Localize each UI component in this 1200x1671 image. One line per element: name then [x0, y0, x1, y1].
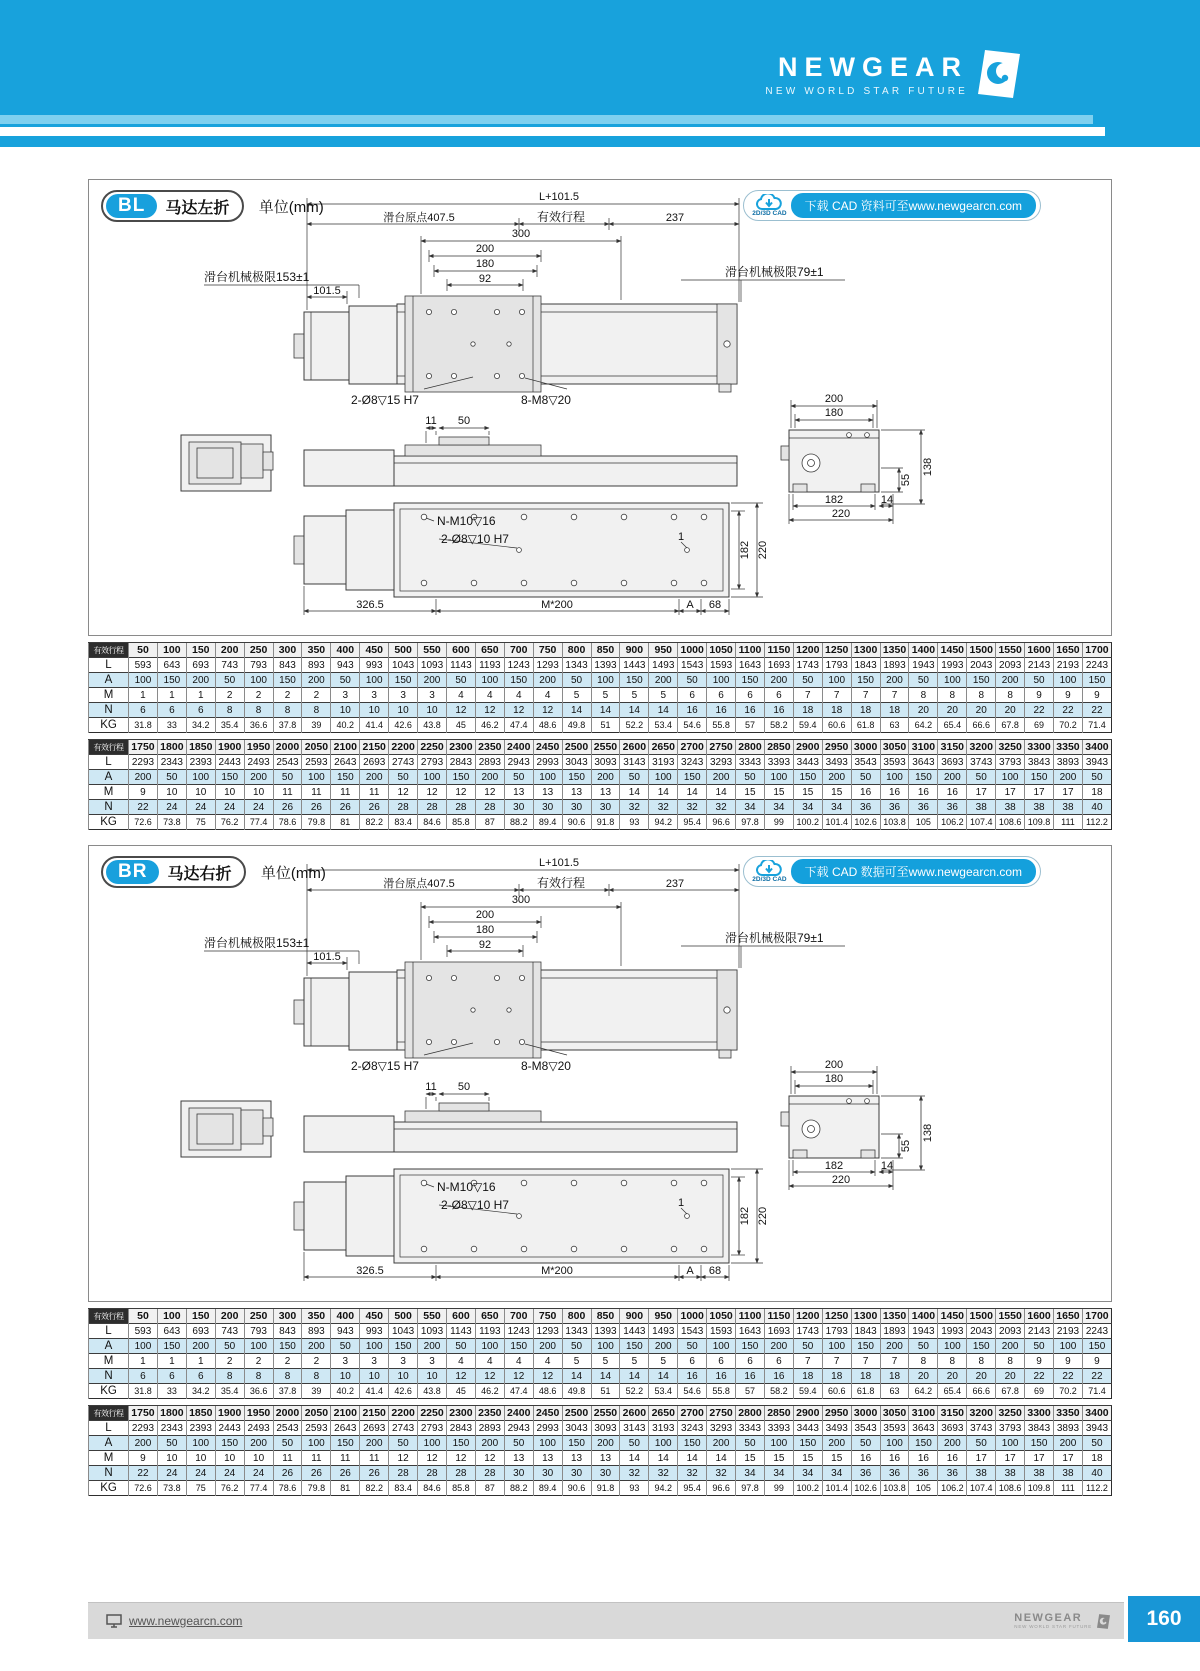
- dim-bottom-220: 220: [757, 1206, 769, 1226]
- dim-end-138: 138: [922, 457, 934, 477]
- table-row: A 100 150 200 50 100 150 200 50 100 150 200 50 100 150 200 50 100 150 200 50 100 150 200 50 100 150 200 50 100 150 200 50 100 150: [89, 673, 1112, 688]
- dim-180: 180: [475, 924, 495, 936]
- dim-92: 92: [478, 273, 492, 285]
- footer-brand-mark-icon: [1097, 1614, 1110, 1629]
- footer-bar: [88, 1602, 1124, 1639]
- dim-200: 200: [475, 909, 495, 921]
- label-holes-8-m8: 8-M8▽20: [521, 1059, 571, 1073]
- table-row: A 100 150 200 50 100 150 200 50 100 150 200 50 100 150 200 50 100 150 200 50 100 150 200 50 100 150 200 50 100 150 200 50 100 150: [89, 1339, 1112, 1354]
- section-br: [88, 845, 1112, 1302]
- table-row: 有效行程 50 100 150 200 250 300 350 400 450 500 550 600 650 700 750 800 850 900 950 1000 1050 1100 1150 1200 1250 1300 1350 1400 1450 1500 1550 1600 1650 1700: [89, 1309, 1112, 1324]
- dim-total-length: L+101.5: [538, 857, 580, 869]
- footer-url-link[interactable]: www.newgearcn.com: [129, 1614, 243, 1628]
- dim-origin: 滑台原点407.5: [383, 212, 455, 224]
- cloud-download-icon: [752, 194, 786, 218]
- dim-11: 11: [425, 415, 437, 427]
- footer-brand-name: NEWGEAR: [1014, 1611, 1083, 1624]
- label-mech-limit-right: 滑台机械极限79±1: [725, 265, 824, 279]
- dim-300: 300: [511, 228, 531, 240]
- dim-a: A: [686, 599, 694, 611]
- dim-101-5: 101.5: [313, 285, 341, 297]
- table-row: N 6 6 6 8 8 8 8 10 10 10 10 12 12 12 12 14 14 14 14 16 16 16 16 18 18 18 18 20 20 20 20 22 22 22: [89, 1369, 1112, 1384]
- label-holes-8-m8: 8-M8▽20: [521, 393, 571, 407]
- label-mech-limit-right: 滑台机械极限79±1: [725, 931, 824, 945]
- cad-drawing-br: [89, 850, 1111, 1300]
- page-number: 160: [1128, 1596, 1200, 1642]
- dim-68: 68: [708, 599, 722, 611]
- table-row: KG 31.8 33 34.2 35.4 36.6 37.8 39 40.2 41.4 42.6 43.8 45 46.2 47.4 48.6 49.8 51 52.2 53.4 54.6 55.8 57 58.2 59.4 60.6 61.8 63 64.2 65.4 66.6 67.8 69 70.2 71.4: [89, 718, 1112, 733]
- table-row: L 2293 2343 2393 2443 2493 2543 2593 2643 2693 2743 2793 2843 2893 2943 2993 3043 3093 3143 3193 3243 3293 3343 3393 3443 3493 3543 3593 3643 3693 3743 3793 3843 3893 3943: [89, 1421, 1112, 1436]
- section-badge-bl: [101, 190, 244, 222]
- model-code-bl: BL: [106, 194, 157, 218]
- cad-download-button-bl[interactable]: [743, 190, 1041, 221]
- dim-end-180: 180: [824, 407, 844, 419]
- cad-note-bl: 下载 CAD 资料可至www.newgearcn.com: [791, 193, 1036, 218]
- dim-11: 11: [425, 1081, 437, 1093]
- dim-stroke-label: 有效行程: [537, 876, 586, 890]
- table-row: KG 31.8 33 34.2 35.4 36.6 37.8 39 40.2 41.4 42.6 43.8 45 46.2 47.4 48.6 49.8 51 52.2 53.4 54.6 55.8 57 58.2 59.4 60.6 61.8 63 64.2 65.4 66.6 67.8 69 70.2 71.4: [89, 1384, 1112, 1399]
- footer-brand-tagline: NEW WORLD STAR FUTURE: [1014, 1623, 1092, 1629]
- label-mech-limit-left: 滑台机械极限153±1: [204, 270, 310, 284]
- label-bottom-holes: 2-Ø8▽10 H7: [441, 532, 509, 546]
- table-row: N 22 24 24 24 24 26 26 26 26 28 28 28 28 30 30 30 30 32 32 32 32 34 34 34 34 36 36 36 36 38 38 38 38 40: [89, 1466, 1112, 1481]
- dim-92: 92: [478, 939, 492, 951]
- dim-m-200: M*200: [541, 1265, 573, 1277]
- brand-mark-icon: [978, 50, 1020, 98]
- dim-m-200: M*200: [541, 599, 573, 611]
- dim-bottom-182: 182: [739, 540, 751, 560]
- spec-table-br-50-1700: [88, 1308, 1112, 1399]
- dim-end-180: 180: [824, 1073, 844, 1085]
- dim-200: 200: [475, 243, 495, 255]
- dim-50: 50: [457, 415, 471, 427]
- dim-101-5: 101.5: [313, 951, 341, 963]
- monitor-icon: [106, 1614, 122, 1628]
- table-row: M 1 1 1 2 2 2 2 3 3 3 3 4 4 4 4 5 5 5 5 6 6 6 6 7 7 7 7 8 8 8 8 9 9 9: [89, 688, 1112, 703]
- table-row: N 6 6 6 8 8 8 8 10 10 10 10 12 12 12 12 14 14 14 14 16 16 16 16 18 18 18 18 20 20 20 20 22 22 22: [89, 703, 1112, 718]
- table-row: M 9 10 10 10 10 11 11 11 11 12 12 12 12 13 13 13 13 14 14 14 14 15 15 15 15 16 16 16 16 17 17 17 17 18: [89, 1451, 1112, 1466]
- table-row: M 9 10 10 10 10 11 11 11 11 12 12 12 12 13 13 13 13 14 14 14 14 15 15 15 15 16 16 16 16 17 17 17 17 18: [89, 785, 1112, 800]
- dim-bottom-182: 182: [739, 1206, 751, 1226]
- table-row: L 2293 2343 2393 2443 2493 2543 2593 2643 2693 2743 2793 2843 2893 2943 2993 3043 3093 3143 3193 3243 3293 3343 3393 3443 3493 3543 3593 3643 3693 3743 3793 3843 3893 3943: [89, 755, 1112, 770]
- dim-326-5: 326.5: [356, 599, 384, 611]
- dim-end-138: 138: [922, 1123, 934, 1143]
- dim-origin: 滑台原点407.5: [383, 878, 455, 890]
- dim-end-14: 14: [880, 1160, 894, 1172]
- section-title-bl: 马达左折: [165, 199, 230, 217]
- dim-237: 237: [665, 212, 685, 224]
- table-row: 有效行程 1750 1800 1850 1900 1950 2000 2050 2100 2150 2200 2250 2300 2350 2400 2450 2500 2550 2600 2650 2700 2750 2800 2850 2900 2950 3000 3050 3100 3150 3200 3250 3300 3350 3400: [89, 1406, 1112, 1421]
- table-row: L 593 643 693 743 793 843 893 943 993 1043 1093 1143 1193 1243 1293 1343 1393 1443 1493 1543 1593 1643 1693 1743 1793 1843 1893 1943 1993 2043 2093 2143 2193 2243: [89, 658, 1112, 673]
- cad-drawing-bl: [89, 184, 1111, 634]
- dim-end-200: 200: [824, 393, 844, 405]
- top-banner: [0, 0, 1200, 147]
- dim-end-182: 182: [824, 1160, 844, 1172]
- dim-end-55: 55: [900, 1139, 912, 1153]
- unit-label-br: 单位(mm): [260, 864, 326, 882]
- model-code-br: BR: [106, 860, 159, 884]
- dim-68: 68: [708, 1265, 722, 1277]
- dim-end-182: 182: [824, 494, 844, 506]
- dim-end-200: 200: [824, 1059, 844, 1071]
- dim-a: A: [686, 1265, 694, 1277]
- section-badge-br: [101, 856, 246, 888]
- table-row: M 1 1 1 2 2 2 2 3 3 3 3 4 4 4 4 5 5 5 5 6 6 6 6 7 7 7 7 8 8 8 8 9 9 9: [89, 1354, 1112, 1369]
- section-bl: [88, 179, 1112, 636]
- dim-end-220: 220: [831, 508, 851, 520]
- banner-stripe-white: [0, 127, 1105, 136]
- table-row: A 200 50 100 150 200 50 100 150 200 50 100 150 200 50 100 150 200 50 100 150 200 50 100 150 200 50 100 150 200 50 100 150 200 50: [89, 770, 1112, 785]
- label-n-m10: N-M10▽16: [437, 1180, 496, 1194]
- dim-bottom-1: 1: [677, 531, 685, 543]
- label-holes-2-o8: 2-Ø8▽15 H7: [351, 393, 419, 407]
- cad-download-button-br[interactable]: [743, 856, 1041, 887]
- brand-name: NEWGEAR: [778, 51, 968, 82]
- dim-end-55: 55: [900, 473, 912, 487]
- table-row: 有效行程 1750 1800 1850 1900 1950 2000 2050 2100 2150 2200 2250 2300 2350 2400 2450 2500 2550 2600 2650 2700 2750 2800 2850 2900 2950 3000 3050 3100 3150 3200 3250 3300 3350 3400: [89, 740, 1112, 755]
- cad-note-br: 下载 CAD 数据可至www.newgearcn.com: [791, 859, 1036, 884]
- dim-326-5: 326.5: [356, 1265, 384, 1277]
- dim-end-220: 220: [831, 1174, 851, 1186]
- label-mech-limit-left: 滑台机械极限153±1: [204, 936, 310, 950]
- table-row: 有效行程 50 100 150 200 250 300 350 400 450 500 550 600 650 700 750 800 850 900 950 1000 1050 1100 1150 1200 1250 1300 1350 1400 1450 1500 1550 1600 1650 1700: [89, 643, 1112, 658]
- spec-table-bl-1750-3400: [88, 739, 1112, 830]
- dim-50: 50: [457, 1081, 471, 1093]
- footer-brand-logo: [1014, 1613, 1110, 1630]
- cloud-download-icon: [752, 860, 786, 884]
- dim-end-14: 14: [880, 494, 894, 506]
- dim-bottom-220: 220: [757, 540, 769, 560]
- dim-bottom-1: 1: [677, 1197, 685, 1209]
- dim-180: 180: [475, 258, 495, 270]
- table-row: L 593 643 693 743 793 843 893 943 993 1043 1093 1143 1193 1243 1293 1343 1393 1443 1493 1543 1593 1643 1693 1743 1793 1843 1893 1943 1993 2043 2093 2143 2193 2243: [89, 1324, 1112, 1339]
- table-row: A 200 50 100 150 200 50 100 150 200 50 100 150 200 50 100 150 200 50 100 150 200 50 100 150 200 50 100 150 200 50 100 150 200 50: [89, 1436, 1112, 1451]
- dim-total-length: L+101.5: [538, 191, 580, 203]
- brand-tagline: NEW WORLD STAR FUTURE: [765, 85, 968, 97]
- banner-stripe-light: [0, 115, 1093, 124]
- label-bottom-holes: 2-Ø8▽10 H7: [441, 1198, 509, 1212]
- page-footer: [0, 1596, 1200, 1642]
- label-n-m10: N-M10▽16: [437, 514, 496, 528]
- section-title-br: 马达右折: [167, 865, 232, 883]
- dim-237: 237: [665, 878, 685, 890]
- brand-logo: [765, 50, 1020, 98]
- dim-stroke-label: 有效行程: [537, 210, 586, 224]
- cad-tag-label: 2D/3D CAD: [752, 875, 787, 883]
- spec-table-br-1750-3400: [88, 1405, 1112, 1496]
- dim-300: 300: [511, 894, 531, 906]
- unit-label-bl: 单位(mm): [258, 198, 324, 216]
- spec-table-bl-50-1700: [88, 642, 1112, 733]
- table-row: KG 72.6 73.8 75 76.2 77.4 78.6 79.8 81 82.2 83.4 84.6 85.8 87 88.2 89.4 90.6 91.8 93 94.2 95.4 96.6 97.8 99 100.2 101.4 102.6 103.8 105 106.2 107.4 108.6 109.8 111 112.2: [89, 815, 1112, 830]
- cad-tag-label: 2D/3D CAD: [752, 209, 787, 217]
- table-row: N 22 24 24 24 24 26 26 26 26 28 28 28 28 30 30 30 30 32 32 32 32 34 34 34 34 36 36 36 36 38 38 38 38 40: [89, 800, 1112, 815]
- label-holes-2-o8: 2-Ø8▽15 H7: [351, 1059, 419, 1073]
- table-row: KG 72.6 73.8 75 76.2 77.4 78.6 79.8 81 82.2 83.4 84.6 85.8 87 88.2 89.4 90.6 91.8 93 94.2 95.4 96.6 97.8 99 100.2 101.4 102.6 103.8 105 106.2 107.4 108.6 109.8 111 112.2: [89, 1481, 1112, 1496]
